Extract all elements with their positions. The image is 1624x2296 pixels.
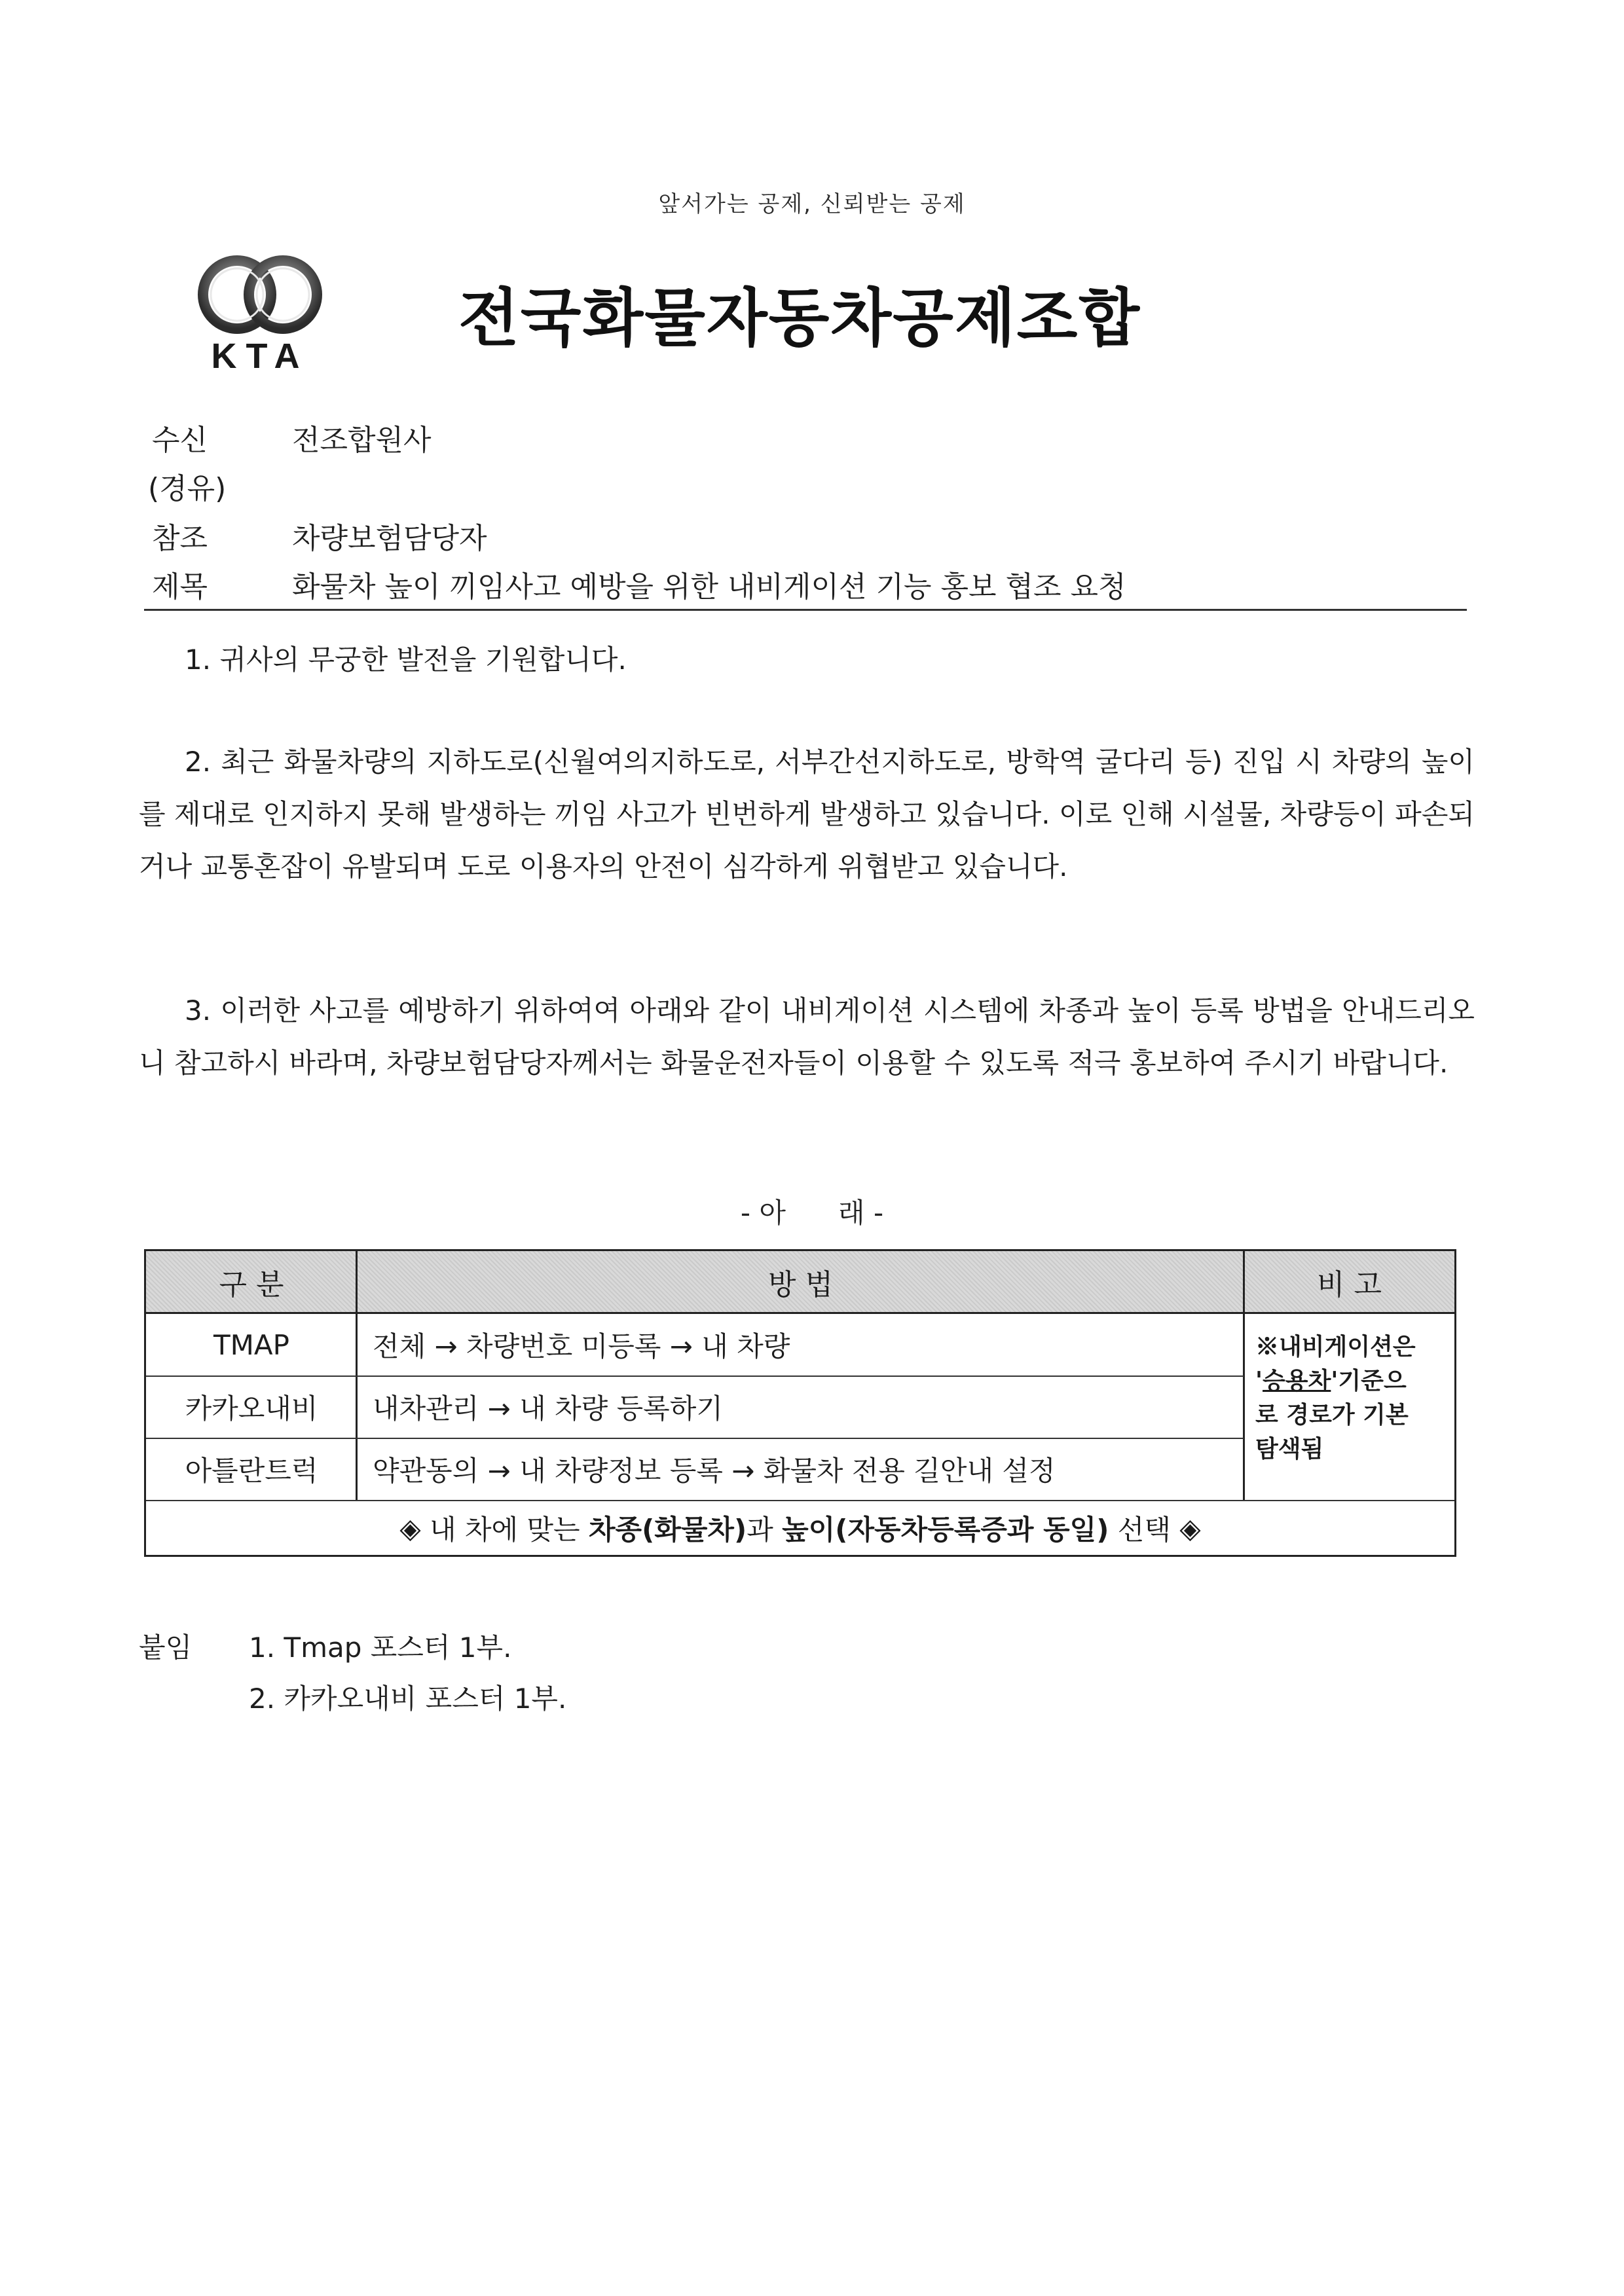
reference-value: 차량보험담당자 bbox=[292, 522, 487, 555]
row-category: 카카오내비 bbox=[185, 1393, 318, 1425]
below-heading: - 아 래 - bbox=[740, 1197, 884, 1229]
kta-logo-emblem-icon bbox=[185, 244, 335, 374]
row-category: 아틀란트럭 bbox=[185, 1455, 318, 1487]
subject-value: 화물차 높이 끼임사고 예방을 위한 내비게이션 기능 홍보 협조 요청 bbox=[292, 570, 1126, 604]
header-method: 방 법 bbox=[357, 1251, 1244, 1314]
remarks-line-1: ※내비게이션은 bbox=[1255, 1333, 1416, 1360]
organization-name: 전국화물자동차공제조합 bbox=[458, 282, 1141, 355]
motto: 앞서가는 공제, 신뢰받는 공제 bbox=[658, 191, 966, 217]
paragraph-3: 3. 이러한 사고를 예방하기 위하여여 아래와 같이 내비게이션 시스템에 차종과 높이 등록 방법을 안내드리오니 참고하시 바라며, 차량보험담당자께서는 화물운전자들이 이용할 수 있도록 적극 홍보하여 주시기 바랍니다. bbox=[139, 994, 1475, 1079]
footer-bold-vehicle-type: 차종(화물차) bbox=[588, 1514, 747, 1546]
subject-divider bbox=[144, 609, 1467, 611]
via-label: (경유) bbox=[148, 472, 227, 505]
remarks-line-3: 로 경로가 기본 bbox=[1255, 1401, 1409, 1429]
navigation-setup-table bbox=[144, 1249, 1456, 1557]
paragraph-1: 1. 귀사의 무궁한 발전을 기원합니다. bbox=[185, 644, 627, 676]
footer-text-2: 과 bbox=[747, 1514, 783, 1546]
table-footer bbox=[146, 1501, 1454, 1555]
row-method: 약관동의 → 내 차량정보 등록 → 화물차 전용 길안내 설정 bbox=[373, 1455, 1056, 1487]
remarks-quote-close: ' bbox=[1331, 1367, 1338, 1394]
attachment-item: 2. 카카오내비 포스터 1부. bbox=[249, 1683, 567, 1715]
footer-text-3: 선택 bbox=[1109, 1514, 1180, 1546]
remarks-line-2 bbox=[1255, 1364, 1452, 1398]
recipient-value: 전조합원사 bbox=[292, 424, 432, 457]
row-method: 전체 → 차량번호 미등록 → 내 차량 bbox=[373, 1330, 790, 1362]
recipient-label: 수신 bbox=[152, 424, 208, 457]
header-remarks: 비 고 bbox=[1244, 1251, 1454, 1314]
footer-bold-height: 높이(자동차등록증과 동일) bbox=[782, 1514, 1109, 1546]
attachments-label: 붙임 bbox=[139, 1631, 193, 1664]
kta-logo bbox=[185, 244, 335, 374]
row-method: 내차관리 → 내 차량 등록하기 bbox=[373, 1393, 723, 1425]
logo-text: KTA bbox=[211, 337, 309, 374]
remarks-note bbox=[1255, 1330, 1452, 1466]
diamond-left-icon: ◈ bbox=[399, 1512, 421, 1544]
header-category: 구 분 bbox=[146, 1251, 357, 1314]
paragraph-2: 2. 최근 화물차량의 지하도로(신월여의지하도로, 서부간선지하도로, 방학역 굴다리 등) 진입 시 차량의 높이를 제대로 인지하지 못해 발생하는 끼임 사고가 빈번하게 발생하고 있습니다. 이로 인해 시설물, 차량등이 파손되거나 교통혼잡이 유발되며 도로 이용자의 안전이 심각하게 위협받고 있습니다. bbox=[139, 746, 1475, 883]
remarks-line-4: 탐색됨 bbox=[1255, 1435, 1324, 1463]
remarks-line-2-rest: 기준으 bbox=[1338, 1367, 1407, 1394]
row-category: TMAP bbox=[213, 1328, 289, 1361]
remarks-underlined: 승용차 bbox=[1263, 1367, 1331, 1394]
diamond-right-icon: ◈ bbox=[1179, 1512, 1201, 1544]
footer-text-1: 내 차에 맞는 bbox=[420, 1514, 589, 1546]
attachment-item: 1. Tmap 포스터 1부. bbox=[249, 1631, 512, 1664]
subject-label: 제목 bbox=[152, 570, 208, 604]
remarks-quote-open: ' bbox=[1255, 1367, 1263, 1394]
reference-label: 참조 bbox=[152, 522, 208, 555]
